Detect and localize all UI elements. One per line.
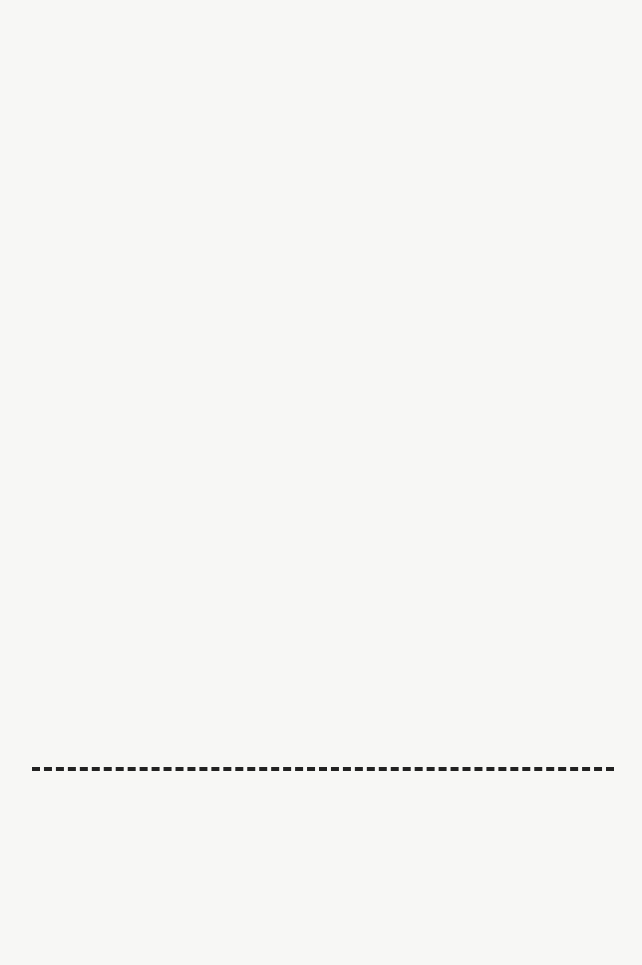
- left-border: [1, 0, 27, 965]
- top-border: [0, 2, 642, 36]
- bottom-border: [0, 928, 642, 962]
- cut-line-divider: [32, 767, 614, 771]
- right-border: [616, 0, 642, 965]
